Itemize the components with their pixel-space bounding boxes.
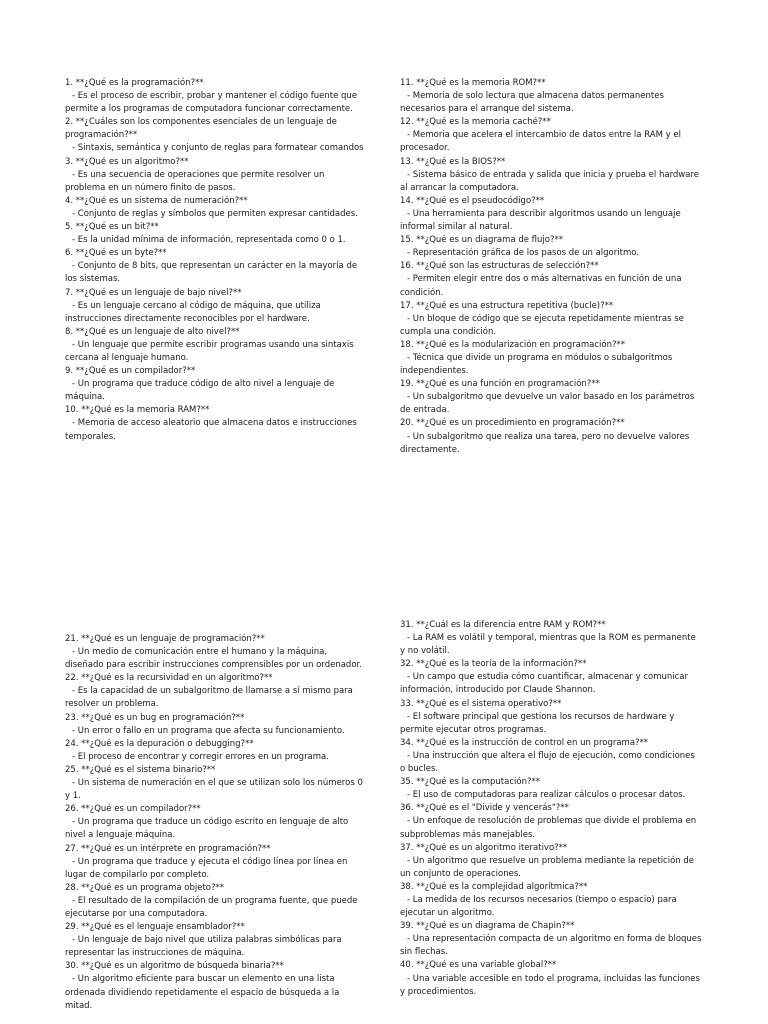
answer-text: - Un enfoque de resolución de problemas que divide el problema en subproblemas más manejables.	[400, 816, 697, 840]
answer-text: - Es la unidad mínima de información, representada como 0 o 1.	[72, 235, 346, 246]
question-text: 23. **¿Qué es un bug en programación?**	[65, 712, 245, 723]
answer-text: - La medida de los recursos necesarios (tiempo o espacio) para ejecutar un algoritmo.	[400, 894, 677, 919]
question-item	[400, 300, 702, 339]
question-text: 9. **¿Qué es un compilador?**	[65, 366, 196, 377]
question-text: 21. **¿Qué es un lenguaje de programación?**	[65, 634, 265, 644]
question-item	[400, 619, 702, 658]
question-text: 1. **¿Qué es la programación?**	[65, 78, 204, 88]
question-item	[65, 921, 367, 960]
question-text: 37. **¿Qué es un algoritmo iterativo?**	[400, 842, 568, 853]
column-questions-1-10	[65, 77, 367, 444]
answer-text: - Un lenguaje de bajo nivel que utiliza palabras simbólicas para representar las instrucciones de máquina.	[65, 935, 342, 959]
question-text: 39. **¿Qué es un diagrama de Chapin?**	[400, 921, 575, 932]
answer-text: - Técnica que divide un programa en módulos o subalgoritmos independientes.	[400, 352, 673, 377]
question-text: 2. **¿Cuáles son los componentes esenciales de un lenguaje de programación?**	[65, 117, 337, 141]
answer-text: - Un subalgoritmo que realiza una tarea, pero no devuelve valores directamente.	[400, 431, 690, 455]
question-item	[400, 156, 702, 195]
question-text: 4. **¿Qué es un sistema de numeración?**	[65, 195, 248, 206]
question-text: 38. **¿Qué es la complejidad algorítmica?**	[400, 881, 588, 892]
answer-text: - Una herramienta para describir algoritmos usando un lenguaje informal similar al natural.	[400, 208, 681, 233]
question-text: 6. **¿Qué es un byte?**	[65, 248, 167, 259]
answer-text: - El resultado de la compilación de un programa fuente, que puede ejecutarse por una computadora.	[65, 895, 358, 919]
question-text: 17. **¿Qué es una estructura repetitiva (bucle)?**	[400, 300, 614, 311]
question-item	[400, 959, 702, 998]
question-text: 7. **¿Qué es un lenguaje de bajo nivel?**	[65, 287, 242, 298]
question-text: 29. **¿Qué es el lenguaje ensamblador?**	[65, 922, 245, 933]
answer-text: - Un programa que traduce código de alto nivel a lenguaje de máquina.	[65, 379, 335, 403]
answer-text: - Una instrucción que altera el flujo de ejecución, como condiciones o bucles.	[400, 750, 695, 775]
question-item	[65, 764, 367, 803]
question-text: 32. **¿Qué es la teoría de la información?**	[400, 659, 587, 670]
answer-text: - Un campo que estudia cómo cuantificar, almacenar y comunicar información, introducido por Claude Shannon.	[400, 672, 688, 696]
question-text: 22. **¿Qué es la recursividad en un algoritmo?**	[65, 673, 273, 684]
answer-text: - Sistema básico de entrada y salida que inicia y prueba el hardware al arrancar la computadora.	[400, 169, 700, 193]
question-text: 34. **¿Qué es la instrucción de control en un programa?**	[400, 737, 649, 748]
question-item	[65, 195, 367, 221]
question-item	[400, 116, 702, 155]
answer-text: - Conjunto de 8 bits, que representan un carácter en la mayoría de los sistemas.	[65, 261, 358, 285]
answer-text: - Un algoritmo eficiente para buscar un elemento en una lista ordenada dividiendo repetidamente el espacio de búsqueda a la mitad.	[65, 974, 340, 1011]
question-item	[65, 882, 367, 921]
question-item	[400, 776, 702, 802]
answer-text: - Un lenguaje que permite escribir programas usando una sintaxis cercana al lenguaje humano.	[65, 339, 354, 363]
question-item	[400, 658, 702, 697]
question-item	[65, 156, 367, 195]
answer-text: - La RAM es volátil y temporal, mientras que la ROM es permanente y no volátil.	[400, 633, 696, 657]
question-item	[65, 803, 367, 842]
question-item	[400, 339, 702, 378]
answer-text: - El proceso de encontrar y corregir errores en un programa.	[72, 751, 329, 762]
answer-text: - Un medio de comunicación entre el humano y la máquina, diseñado para escribir instrucciones comprensibles por un ordenador.	[65, 647, 362, 671]
question-text: 40. **¿Qué es una variable global?**	[400, 960, 557, 971]
question-text: 15. **¿Qué es un diagrama de flujo?**	[400, 235, 563, 246]
question-item	[65, 843, 367, 882]
question-text: 26. **¿Qué es un compilador?**	[65, 804, 201, 815]
question-item	[400, 737, 702, 776]
question-text: 14. **¿Qué es el pseudocódigo?**	[400, 195, 545, 206]
column-questions-11-20	[400, 77, 702, 457]
answer-text: - Conjunto de reglas y símbolos que permiten expresar cantidades.	[72, 208, 358, 219]
question-text: 18. **¿Qué es la modularización en programación?**	[400, 339, 626, 350]
answer-text: - Un programa que traduce y ejecuta el código línea por línea en lugar de compilarlo por completo.	[65, 856, 348, 880]
answer-text: - Es el proceso de escribir, probar y mantener el código fuente que permite a los programas de computadora funcionar correctamente.	[65, 91, 358, 115]
question-item	[400, 920, 702, 959]
question-item	[65, 672, 367, 711]
answer-text: - Sintaxis, semántica y conjunto de reglas para formatear comandos	[72, 143, 364, 154]
question-item	[65, 712, 367, 738]
question-item	[400, 195, 702, 234]
question-item	[400, 698, 702, 737]
answer-text: - Permiten elegir entre dos o más alternativas en función de una condición.	[400, 274, 682, 298]
question-item	[400, 842, 702, 881]
question-text: 19. **¿Qué es una función en programación?**	[400, 379, 600, 390]
answer-text: - Un bloque de código que se ejecuta repetidamente mientras se cumpla una condición.	[400, 313, 684, 337]
answer-text: - Un subalgoritmo que devuelve un valor basado en los parámetros de entrada.	[400, 392, 695, 416]
question-item	[65, 960, 367, 1012]
column-questions-21-30	[65, 633, 367, 1013]
answer-text: - Memoria de acceso aleatorio que almacena datos e instrucciones temporales.	[65, 418, 357, 442]
question-text: 36. **¿Qué es el "Divide y vencerás"?**	[400, 803, 569, 814]
question-item	[400, 260, 702, 299]
question-item	[65, 633, 367, 672]
question-text: 10. **¿Qué es la memoria RAM?**	[65, 405, 210, 416]
question-item	[65, 738, 367, 764]
question-item	[65, 404, 367, 443]
answer-text: - El software principal que gestiona los recursos de hardware y permite ejecutar otros programas.	[400, 711, 675, 735]
question-text: 8. **¿Qué es un lenguaje de alto nivel?**	[65, 326, 240, 337]
answer-text: - Un programa que traduce un código escrito en lenguaje de alto nivel a lenguaje máquina.	[65, 817, 349, 841]
question-item	[65, 287, 367, 326]
question-item	[400, 378, 702, 417]
answer-text: - Una representación compacta de un algoritmo en forma de bloques sin flechas.	[400, 934, 702, 958]
answer-text: - Es una secuencia de operaciones que permite resolver un problema en un número finito de pasos.	[65, 169, 325, 193]
question-text: 3. **¿Qué es un algoritmo?**	[65, 156, 189, 167]
answer-text: - Memoria de solo lectura que almacena datos permanentes necesarios para el arranque del sistema.	[400, 91, 664, 115]
question-item	[65, 247, 367, 286]
answer-text: - Memoria que acelera el intercambio de datos entre la RAM y el procesador.	[400, 130, 681, 154]
answer-text: - Un algoritmo que resuelve un problema mediante la repetición de un conjunto de operaciones.	[400, 855, 694, 879]
question-text: 27. **¿Qué es un intérprete en programación?**	[65, 843, 271, 854]
question-item	[65, 221, 367, 247]
question-item	[400, 234, 702, 260]
question-item	[400, 77, 702, 116]
question-text: 13. **¿Qué es la BIOS?**	[400, 156, 506, 167]
column-questions-31-40	[400, 619, 702, 999]
answer-text: - Es la capacidad de un subalgoritmo de llamarse a sí mismo para resolver un problema.	[65, 686, 353, 710]
question-item	[65, 116, 367, 155]
question-text: 16. **¿Qué son las estructuras de selección?**	[400, 261, 599, 272]
answer-text: - Un error o fallo en un programa que afecta su funcionamiento.	[72, 725, 345, 736]
question-text: 24. **¿Qué es la depuración o debugging?**	[65, 738, 254, 749]
question-text: 20. **¿Qué es un procedimiento en programación?**	[400, 418, 625, 429]
question-text: 33. **¿Qué es el sistema operativo?**	[400, 698, 562, 709]
question-text: 5. **¿Qué es un bit?**	[65, 222, 159, 233]
question-item	[65, 77, 367, 116]
question-item	[65, 365, 367, 404]
question-text: 31. **¿Cuál es la diferencia entre RAM y ROM?**	[400, 620, 606, 630]
question-item	[65, 326, 367, 365]
question-text: 25. **¿Qué es el sistema binario?**	[65, 764, 216, 775]
question-text: 35. **¿Qué es la computación?**	[400, 777, 540, 788]
question-item	[400, 417, 702, 456]
answer-text: - Representación gráfica de los pasos de un algoritmo.	[407, 248, 639, 259]
question-item	[400, 881, 702, 920]
question-item	[400, 802, 702, 841]
answer-text: - Una variable accesible en todo el programa, incluidas las funciones y procedimientos.	[400, 973, 700, 997]
question-text: 30. **¿Qué es un algoritmo de búsqueda binaria?**	[65, 961, 284, 972]
answer-text: - El uso de computadoras para realizar cálculos o procesar datos.	[407, 790, 686, 801]
answer-text: - Un sistema de numeración en el que se utilizan solo los números 0 y 1.	[65, 778, 363, 802]
answer-text: - Es un lenguaje cercano al código de máquina, que utiliza instrucciones directamente reconocibles por el hardware.	[65, 300, 321, 324]
question-text: 11. **¿Qué es la memoria ROM?**	[400, 78, 546, 88]
question-text: 12. **¿Qué es la memoria caché?**	[400, 117, 551, 128]
question-text: 28. **¿Qué es un programa objeto?**	[65, 882, 225, 893]
